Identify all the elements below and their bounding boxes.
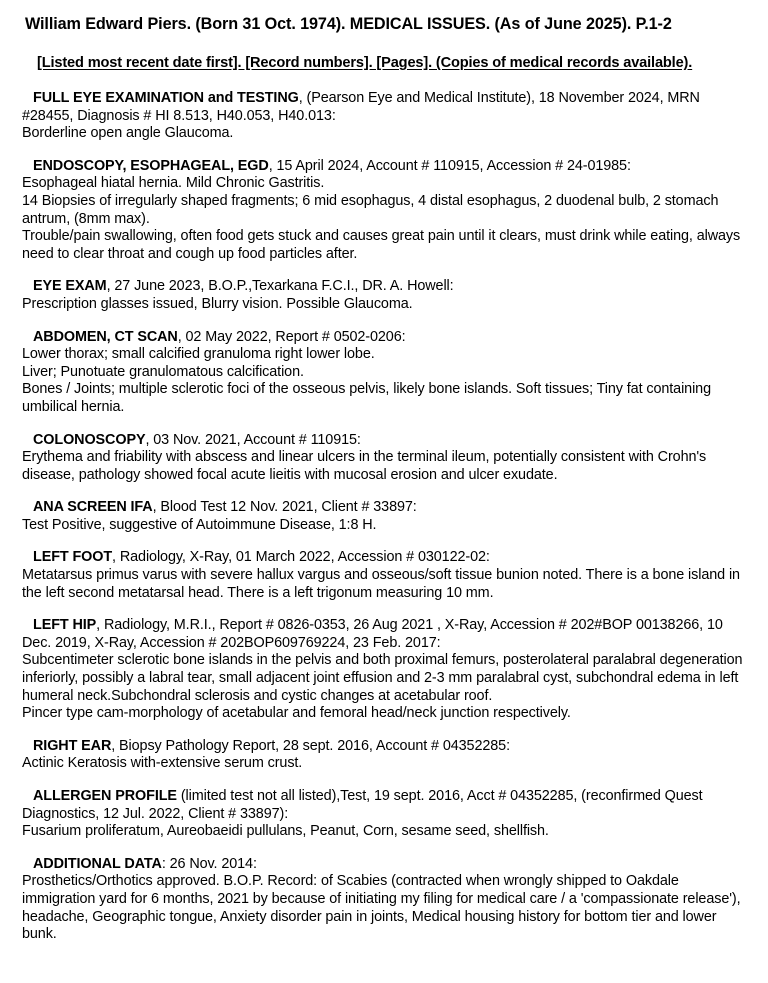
record-title: ALLERGEN PROFILE [33, 788, 177, 804]
record-title: FULL EYE EXAMINATION and TESTING [33, 90, 299, 106]
record-title: ADDITIONAL DATA [33, 855, 162, 872]
record-title: ENDOSCOPY, ESOPHAGEAL, EGD [33, 157, 269, 174]
records-list [22, 90, 744, 944]
record-heading [22, 432, 744, 450]
record-body-line: Trouble/pain swallowing, often food gets stuck and causes great pain until it clears, must drink while eating, always need to clear throat and cough up food particles after. [22, 228, 741, 262]
medical-record-entry [22, 549, 744, 602]
medical-record-entry [22, 158, 744, 264]
record-body [22, 296, 744, 314]
record-meta: (limited test not all listed),Test, 19 sept. 2016, Acct # 04352285, (reconfirmed Quest Diagnostics, 12 Jul. 2022, Client # 33897): [22, 788, 703, 822]
record-title: LEFT HIP [33, 617, 97, 634]
record-heading [22, 738, 744, 756]
record-body [22, 175, 744, 263]
record-body-line: Metatarsus primus varus with severe hallux vargus and osseous/soft tissue bunion noted. There is a bone island in the left second metatarsal head. There is a left trigonum measuring 10 mm. [22, 567, 740, 601]
record-meta: , 15 April 2024, Account # 110915, Accession # 24-01985: [268, 157, 631, 174]
medical-record-entry [22, 90, 744, 143]
medical-record-entry [22, 278, 744, 313]
record-title: ABDOMEN, CT SCAN [33, 328, 178, 345]
record-title: RIGHT EAR [33, 737, 112, 754]
medical-record-entry [22, 617, 744, 723]
record-title: LEFT FOOT [33, 549, 113, 566]
record-body-line: 14 Biopsies of irregularly shaped fragments; 6 mid esophagus, 4 distal esophagus, 2 duodenal bulb, 2 stomach antrum, (8mm max). [22, 192, 719, 227]
record-body-line: Borderline open angle Glaucoma. [22, 125, 234, 142]
record-heading [22, 549, 744, 567]
document-subtitle: [Listed most recent date first]. [Record numbers]. [Pages]. (Copies of medical records available). [37, 55, 693, 71]
medical-record-entry [22, 856, 744, 944]
record-body-line: Lower thorax; small calcified granuloma right lower lobe. [22, 346, 375, 363]
record-heading [22, 788, 744, 823]
record-body-line: Prescription glasses issued, Blurry vision. Possible Glaucoma. [22, 295, 413, 312]
record-body-line: Liver; Punotuate granulomatous calcification. [22, 363, 304, 380]
record-body-line: Actinic Keratosis with-extensive serum crust. [22, 755, 303, 772]
page-title: William Edward Piers. (Born 31 Oct. 1974). MEDICAL ISSUES. (As of June 2025). P.1-2 [25, 15, 672, 33]
record-body [22, 652, 744, 722]
record-body-line: Esophageal hiatal hernia. Mild Chronic Gastritis. [22, 175, 325, 192]
record-heading [22, 499, 744, 517]
record-body [22, 125, 744, 143]
medical-record-entry [22, 738, 744, 773]
record-body-line: Subcentimeter sclerotic bone islands in the pelvis and both proximal femurs, posterolateral paralabral degeneration inferiorly, possibly a labral tear, small adjacent joint effusion and 2-3 mm paralabral cyst, subchondral edema in left humeral neck.Subchondral sclerosis and cystic changes at acetabular roof. [22, 652, 743, 704]
record-body [22, 449, 744, 484]
medical-record-entry [22, 788, 744, 841]
record-body-line: Bones / Joints; multiple sclerotic foci of the osseous pelvis, likely bone islands. Soft tissues; Tiny fat containing umbilical hernia. [22, 381, 711, 415]
record-body-line: Test Positive, suggestive of Autoimmune Disease, 1:8 H. [22, 516, 377, 533]
record-body [22, 823, 744, 841]
record-title: EYE EXAM [33, 278, 107, 295]
record-heading [22, 856, 744, 874]
record-meta: , Biopsy Pathology Report, 28 sept. 2016, Account # 04352285: [111, 737, 510, 754]
record-meta: , Radiology, M.R.I., Report # 0826-0353, 26 Aug 2021 , X-Ray, Accession # 202#BOP 00138266, 10 Dec. 2019, X-Ray, Accession # 202BOP609769224, 23 Feb. 2017: [22, 617, 723, 651]
record-body-line: Prosthetics/Orthotics approved. B.O.P. Record: of Scabies (contracted when wrongly shipped to Oakdale immigration yard for 6 months, 2021 by because of initiating my filing for medical care / a 'compassionate release'), headache, Geographic tongue, Anxiety disorder pain in joints, Medical housing history for bottom tier and lower bunk. [22, 873, 741, 943]
record-heading [22, 158, 744, 176]
record-heading [22, 617, 744, 652]
record-meta: : 26 Nov. 2014: [161, 855, 257, 872]
record-body [22, 567, 744, 602]
record-meta: , Radiology, X-Ray, 01 March 2022, Accession # 030122-02: [112, 549, 490, 566]
record-title: COLONOSCOPY [33, 431, 146, 448]
record-meta: , 02 May 2022, Report # 0502-0206: [177, 328, 406, 345]
record-body-line: Fusarium proliferatum, Aureobaeidi pullulans, Peanut, Corn, sesame seed, shellfish. [22, 823, 549, 840]
record-body-line: Erythema and friability with abscess and linear ulcers in the terminal ileum, potentially consistent with Crohn's disease, pathology showed focal acute lieitis with mucosal erosion and ulcer exudate. [22, 449, 707, 483]
medical-record-entry [22, 329, 744, 417]
record-meta: , (Pearson Eye and Medical Institute), 18 November 2024, MRN #28455, Diagnosis # HI 8.513, H40.053, H40.013: [22, 90, 700, 124]
medical-record-entry [22, 499, 744, 534]
record-heading [22, 278, 744, 296]
record-heading [22, 90, 744, 125]
record-body [22, 346, 744, 416]
record-body [22, 873, 744, 943]
record-body [22, 755, 744, 773]
medical-record-entry [22, 432, 744, 485]
record-body [22, 517, 744, 535]
record-meta: , 03 Nov. 2021, Account # 110915: [145, 431, 361, 448]
record-meta: , 27 June 2023, B.O.P.,Texarkana F.C.I., DR. A. Howell: [106, 278, 454, 295]
record-meta: , Blood Test 12 Nov. 2021, Client # 33897: [152, 499, 417, 516]
record-heading [22, 329, 744, 347]
record-title: ANA SCREEN IFA [33, 499, 153, 516]
record-body-line: Pincer type cam-morphology of acetabular and femoral head/neck junction respectively. [22, 705, 571, 722]
